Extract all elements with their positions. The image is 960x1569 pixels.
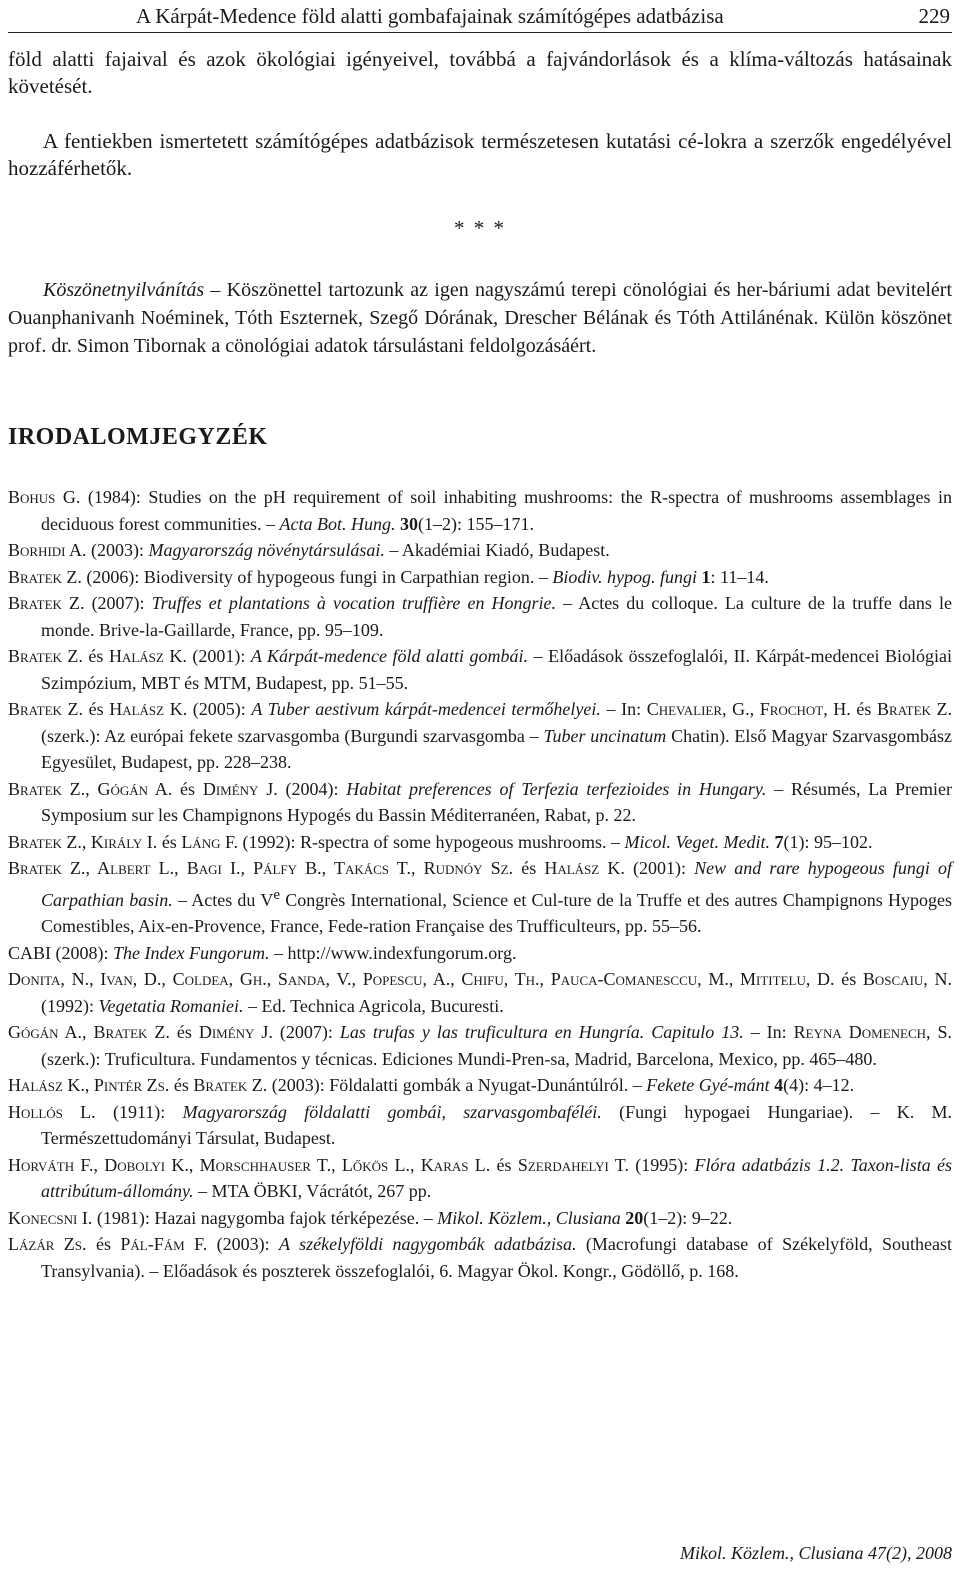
reference-title: A Kárpát-medence föld alatti gombái.: [250, 646, 529, 666]
reference-text: (1984): Studies on the pH requirement of soil inhabiting mushrooms: the R-spectra of mushrooms assemblages in deciduous forest communities. –: [41, 487, 952, 534]
reference-text: (Macrofungi database of Székelyföld, Southeast Transylvania). – Előadások és poszterek összefoglalói, 6. Magyar Ökol. Kongr., Gödöllő, p. 168.: [41, 1234, 952, 1281]
reference-text: (2005):: [187, 699, 252, 719]
reference-text: és: [157, 831, 182, 852]
reference-author: Lázár Zs.: [8, 1234, 87, 1254]
reference-title: A Tuber aestivum kárpát-medencei termőhelyei.: [251, 699, 601, 719]
reference-text: és: [82, 646, 109, 666]
reference-text: és: [490, 1154, 518, 1175]
reference-author: Bratek Z.: [8, 646, 83, 666]
acknowledgement-paragraph: [8, 276, 952, 360]
reference-entry: [8, 590, 952, 643]
reference-text: (Fungi hypogaei Hungariae). – K. M. Természettudományi Társulat, Budapest.: [41, 1101, 952, 1148]
reference-author: Bratek Z., Gógán A.: [8, 778, 173, 799]
reference-text: és: [86, 1234, 121, 1254]
reference-entry: [8, 1205, 952, 1232]
reference-entry: [8, 643, 952, 696]
reference-author: Szerdahelyi T.: [517, 1154, 629, 1175]
reference-text: Congrès International, Science et Cul-ture de la Truffe et des autres Champignons Hypoges Comestibles, Aix-en-Provence, France, Fede-ration Française des Trufficulteurs, pp. 55–56.: [41, 889, 952, 936]
reference-entry: [8, 1099, 952, 1152]
reference-author: Borhidi A.: [8, 540, 87, 560]
reference-entry: [8, 484, 952, 537]
reference-title: Truffes et plantations à vocation truffière en Hongrie.: [151, 593, 557, 613]
reference-author: Bratek Z.: [8, 566, 82, 587]
running-header: [8, 0, 952, 33]
reference-text: – Actes du colloque. La culture de la truffe dans le monde. Brive-la-Gaillarde, France, pp. 95–109.: [41, 593, 952, 640]
reference-entry: [8, 537, 952, 564]
reference-list: [8, 484, 952, 1284]
reference-text: és: [850, 699, 878, 719]
reference-text: – Ed. Technica Agricola, Bucuresti.: [243, 995, 504, 1016]
reference-entry: [8, 696, 952, 776]
reference-author: Bratek Z., Király I.: [8, 831, 158, 852]
reference-title: Mikol. Közlem., Clusiana: [437, 1207, 621, 1228]
reference-author: Reyna Domenech, S.: [793, 1022, 953, 1042]
reference-text: (1–2): 155–171.: [417, 513, 534, 534]
reference-volume: 4: [774, 1075, 784, 1095]
reference-text: és: [169, 1075, 194, 1095]
reference-entry: [8, 829, 952, 856]
acknowledgement-text: – Köszönettel tartozunk az igen nagyszámú terepi cönológiai és her-báriumi adat bevitelért Ouanphanivanh Noéminek, Tóth Eszternek, Szegő Dórának, Drescher Bélának és Tóth Attilánénak. Külön köszönet prof. dr. Simon Tibornak a cönológiai adatok társulástani feldolgozásáért.: [8, 279, 952, 357]
reference-author: Horváth F., Dobolyi K., Morschhauser T., Lőkös L., Karas L.: [8, 1154, 491, 1175]
reference-author: Hollós L.: [8, 1101, 96, 1122]
reference-author: Halász K.: [544, 858, 625, 878]
reference-title: Magyarország növénytársulásai.: [148, 540, 385, 560]
reference-text: – Résumés, La Premier Symposium sur les Champignons Hypogés du Bassin Méditerranéen, Rabat, p. 22.: [41, 778, 952, 825]
reference-text: (1): 95–102.: [783, 831, 873, 852]
reference-author: Bohus G.: [8, 487, 81, 507]
reference-title: New and rare hypogeous fungi of Carpathian basin.: [41, 858, 952, 910]
acknowledgement-label: Köszönetnyilvánítás: [43, 279, 205, 301]
reference-text: (2006): Biodiversity of hypogeous fungi in Carpathian region. –: [81, 566, 553, 587]
reference-volume: 20: [625, 1207, 644, 1228]
reference-author: Bratek Z.: [193, 1075, 268, 1095]
reference-author: Boscaiu, N.: [862, 969, 952, 989]
reference-text: (1992): R-spectra of some hypogeous mushrooms. –: [238, 831, 625, 852]
reference-author: Láng F.: [181, 831, 239, 852]
reference-author: Konecsni I.: [8, 1207, 93, 1228]
section-separator: * * *: [454, 216, 506, 240]
reference-text: (2007):: [84, 593, 152, 613]
reference-title: Biodiv. hypog. fungi: [552, 566, 697, 587]
reference-title: Flóra adatbázis 1.2. Taxon-lista és attribútum-állomány.: [41, 1154, 952, 1201]
reference-text: CABI (2008):: [8, 942, 113, 963]
paragraph-availability: A fentiekben ismertetett számítógépes adatbázisok természetesen kutatási cé-lokra a szerzők engedélyével hozzáférhetők.: [8, 129, 952, 180]
reference-title: Magyarország földalatti gombái, szarvasgombaféléi.: [182, 1101, 602, 1122]
reference-author: Halász K.: [108, 646, 187, 666]
reference-text: – Előadások összefoglalói, II. Kárpát-medencei Biológiai Szimpózium, MBT és MTM, Budapest, pp. 51–55.: [41, 646, 953, 693]
reference-text: és: [169, 1022, 199, 1042]
reference-text: – In:: [600, 699, 647, 719]
reference-author: Bratek Z.: [8, 699, 83, 719]
reference-author: Bratek Z.: [8, 593, 85, 613]
journal-footer: Mikol. Közlem., Clusiana 47(2), 2008: [680, 1543, 952, 1563]
reference-author: Halász K.: [109, 699, 188, 719]
reference-entry: [8, 1072, 952, 1099]
reference-title: Habitat preferences of Terfezia terfezioides in Hungary.: [346, 778, 767, 799]
reference-entry: [8, 1231, 952, 1284]
reference-text: (2003): Földalatti gombák a Nyugat-Dunántúlról. –: [267, 1075, 647, 1095]
reference-title: Acta Bot. Hung.: [279, 513, 396, 534]
reference-author: Pál-Fám F.: [120, 1234, 208, 1254]
reference-text: (1992):: [41, 995, 99, 1016]
reference-text: (2001):: [624, 858, 695, 878]
reference-entry: [8, 1152, 952, 1205]
reference-entry: [8, 1019, 952, 1072]
reference-text: (1911):: [95, 1101, 183, 1122]
paragraph-continuation: föld alatti fajaival és azok ökológiai igényeivel, továbbá a fajvándorlások és a klíma-változás hatásainak követését.: [8, 47, 952, 98]
reference-text: (2007):: [272, 1022, 340, 1042]
reference-text: (2001):: [186, 646, 251, 666]
reference-author: Bratek Z.: [877, 699, 953, 719]
reference-author: Bratek Z., Albert L., Bagi I., Pálfy B., Takács T., Rudnóy Sz.: [8, 858, 514, 878]
reference-text: (2003):: [86, 540, 149, 560]
reference-title: The Index Fungorum.: [113, 942, 270, 963]
reference-text: – Actes du V: [172, 889, 274, 910]
reference-title: Tuber uncinatum: [543, 725, 667, 746]
references-heading: IRODALOMJEGYZÉK: [8, 424, 268, 450]
reference-text: (szerk.): Az európai fekete szarvasgomba (Burgundi szarvasgomba –: [41, 725, 544, 746]
reference-text: : 11–14.: [710, 566, 769, 587]
reference-author: Dimény J.: [198, 1022, 273, 1042]
page-number: 229: [918, 4, 950, 28]
reference-superscript: e: [273, 886, 280, 903]
reference-text: (szerk.): Truficultura. Fundamentos y técnicas. Ediciones Mundi-Pren-sa, Madrid, Barcelona, Mexico, pp. 465–480.: [41, 1048, 877, 1069]
reference-title: Las trufas y las truficultura en Hungría. Capitulo 13.: [339, 1022, 744, 1042]
reference-text: és: [834, 969, 863, 989]
reference-author: Chevalier, G., Frochot, H.: [646, 699, 851, 719]
reference-title: Vegetatia Romaniei.: [98, 995, 244, 1016]
running-title: A Kárpát-Medence föld alatti gombafajainak számítógépes adatbázisa: [136, 4, 724, 28]
reference-author: Halász K., Pintér Zs.: [8, 1075, 170, 1095]
reference-text: és: [513, 858, 545, 878]
reference-text: (1–2): 9–22.: [643, 1207, 733, 1228]
reference-title: A székelyföldi nagygombák adatbázisa.: [279, 1234, 577, 1254]
reference-entry: [8, 966, 952, 1019]
reference-title: Fekete Gyé-mánt: [646, 1075, 770, 1095]
reference-author: Gógán A., Bratek Z.: [8, 1022, 170, 1042]
reference-text: – Akadémiai Kiadó, Budapest.: [384, 540, 610, 560]
reference-text: – MTA ÖBKI, Vácrátót, 267 pp.: [193, 1181, 432, 1201]
reference-entry: [8, 940, 952, 967]
reference-text: (1981): Hazai nagygomba fajok térképezése. –: [92, 1207, 438, 1228]
reference-text: (2004):: [277, 778, 347, 799]
reference-text: (4): 4–12.: [783, 1075, 855, 1095]
reference-author: Dimény J.: [202, 778, 278, 799]
reference-entry: [8, 564, 952, 591]
reference-entry: [8, 776, 952, 829]
reference-volume: 1: [701, 566, 711, 587]
reference-text: (1995):: [628, 1154, 695, 1175]
reference-entry: [8, 855, 952, 940]
reference-author: Donita, N., Ivan, D., Coldea, Gh., Sanda, V., Popescu, A., Chifu, Th., Pauca-Comanesccu, M., Mititelu, D.: [8, 969, 835, 989]
reference-text: – In:: [743, 1022, 794, 1042]
reference-volume: 30: [399, 513, 418, 534]
reference-text: és: [172, 778, 203, 799]
reference-text: és: [83, 699, 110, 719]
reference-text: (2003):: [207, 1234, 280, 1254]
reference-text: – http://www.indexfungorum.org.: [269, 942, 517, 963]
reference-text: Chatin). Első Magyar Szarvasgombász Egyesület, Budapest, pp. 228–238.: [41, 725, 952, 772]
reference-volume: 7: [774, 831, 784, 852]
reference-title: Micol. Veget. Medit.: [624, 831, 770, 852]
